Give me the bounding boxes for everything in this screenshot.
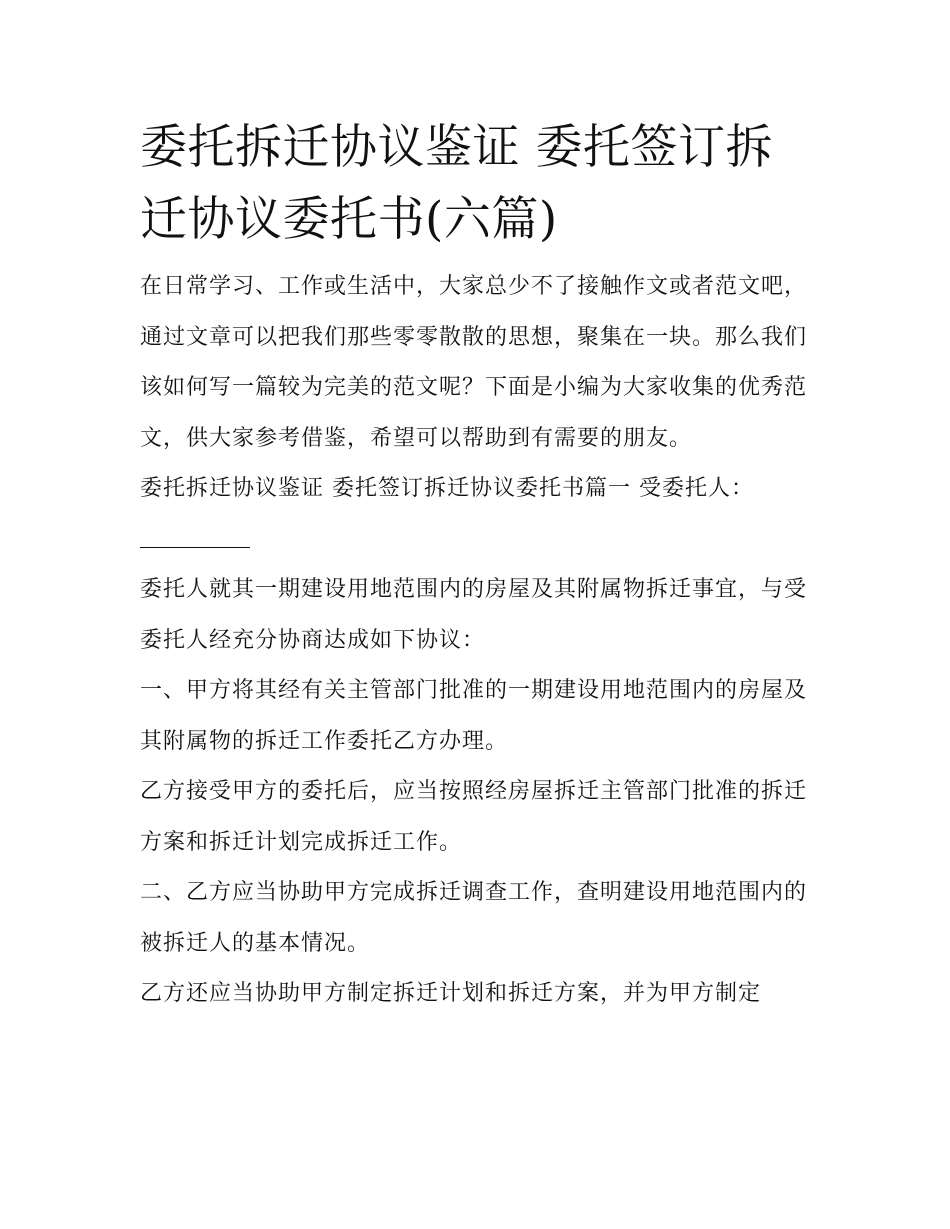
clause-two-detail-paragraph: 乙方还应当协助甲方制定拆迁计划和拆迁方案，并为甲方制定 <box>140 981 762 1006</box>
document-title: 委托拆迁协议鉴证 委托签订拆迁协议委托书(六篇) <box>140 120 773 247</box>
fill-in-blank-line <box>140 515 250 566</box>
section-heading-paragraph: 委托拆迁协议鉴证 委托签订拆迁协议委托书篇一 受委托人： <box>140 476 754 501</box>
clause-two-paragraph: 二、乙方应当协助甲方完成拆迁调查工作，查明建设用地范围内的被拆迁人的基本情况。 <box>140 880 808 956</box>
clause-one-detail-paragraph: 乙方接受甲方的委托后，应当按照经房屋拆迁主管部门批准的拆迁方案和拆迁计划完成拆迁工作。 <box>140 779 808 855</box>
document-body <box>140 112 820 1020</box>
agreement-intro-paragraph: 委托人就其一期建设用地范围内的房屋及其附属物拆迁事宜，与受委托人经充分协商达成如下协议： <box>140 577 808 653</box>
intro-paragraph: 在日常学习、工作或生活中，大家总少不了接触作文或者范文吧，通过文章可以把我们那些零零散散的思想，聚集在一块。那么我们该如何写一篇较为完美的范文呢？下面是小编为大家收集的优秀范文，供大家参考借鉴，希望可以帮助到有需要的朋友。 <box>140 274 808 451</box>
clause-one-paragraph: 一、甲方将其经有关主管部门批准的一期建设用地范围内的房屋及其附属物的拆迁工作委托乙方办理。 <box>140 678 808 754</box>
